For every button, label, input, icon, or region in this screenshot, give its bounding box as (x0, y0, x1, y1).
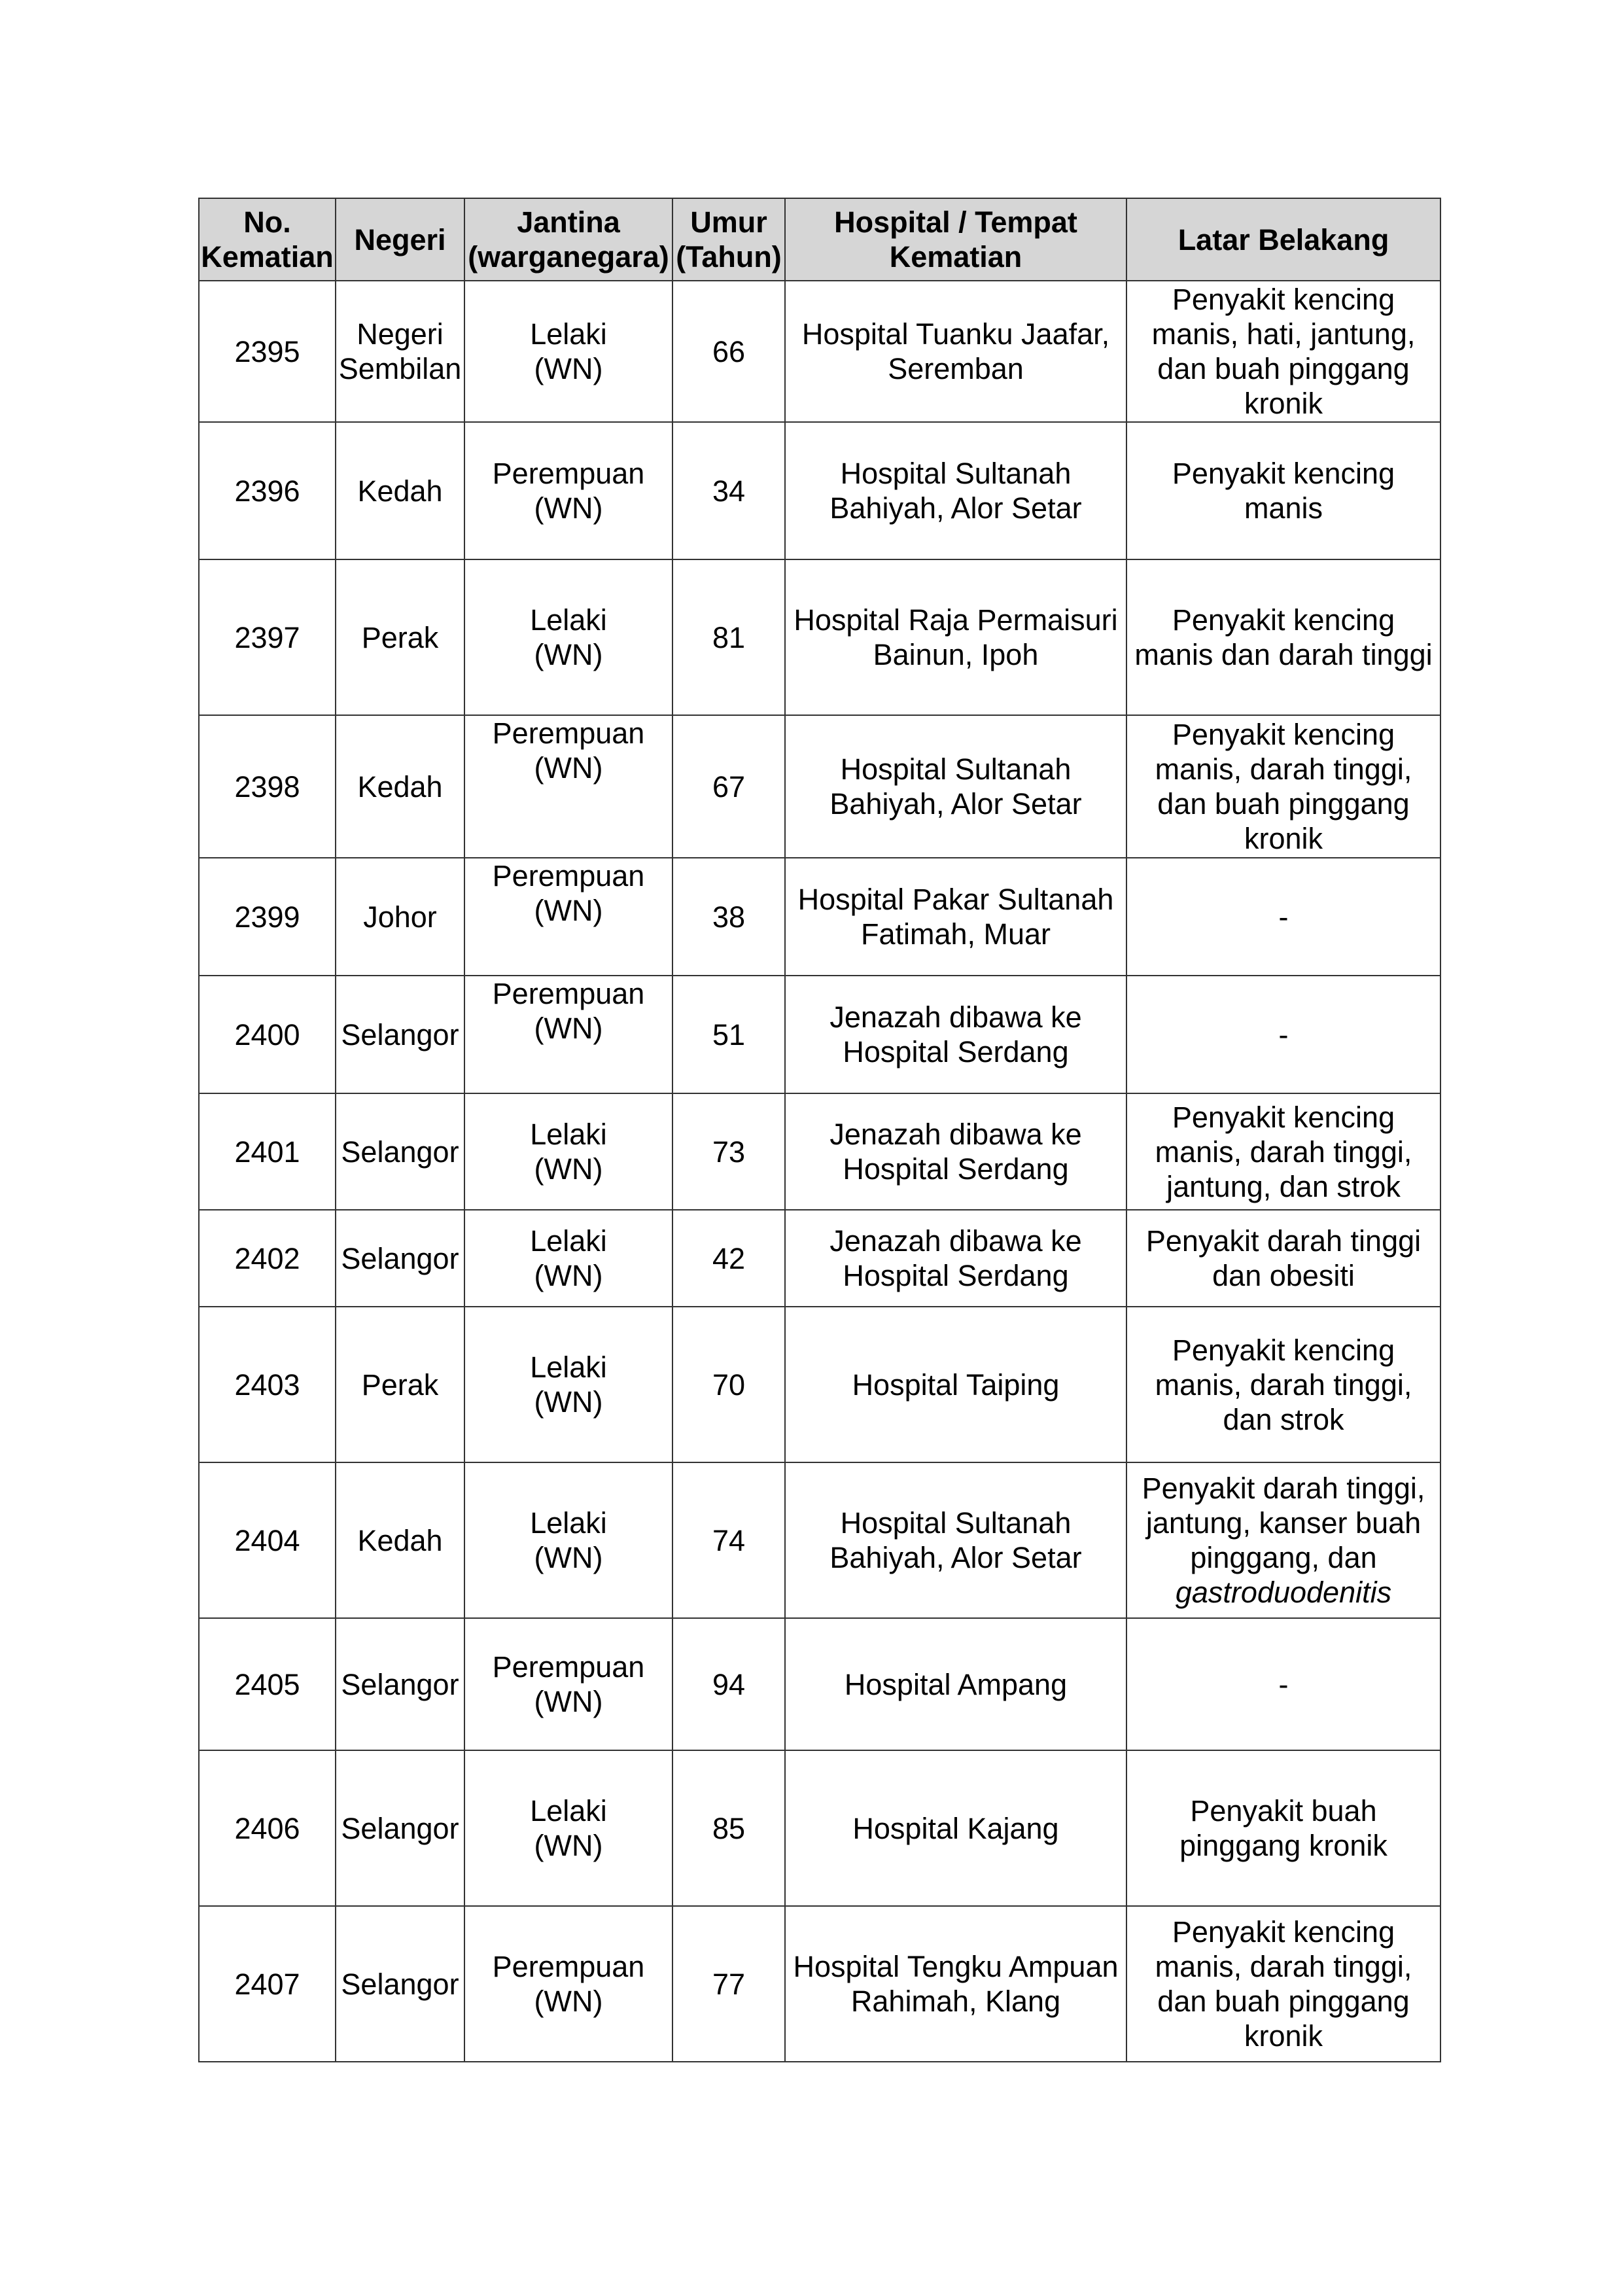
cell-jantina: Perempuan (WN) (464, 1618, 672, 1750)
cell-jantina: Perempuan (WN) (464, 715, 672, 858)
cell-hospital: Hospital Raja Permaisuri Bainun, Ipoh (785, 559, 1126, 715)
cell-latar: Penyakit darah tinggi dan obesiti (1126, 1210, 1440, 1307)
cell-jantina: Perempuan (WN) (464, 858, 672, 976)
cell-negeri: Kedah (336, 715, 464, 858)
cell-no: 2404 (199, 1462, 336, 1618)
cell-latar: Penyakit kencing manis (1126, 422, 1440, 559)
header-row (199, 198, 1440, 281)
cell-jantina: Lelaki (WN) (464, 1750, 672, 1906)
table-row (199, 858, 1440, 976)
cell-hospital: Hospital Sultanah Bahiyah, Alor Setar (785, 715, 1126, 858)
table-row (199, 976, 1440, 1093)
header-hospital: Hospital / Tempat Kematian (785, 198, 1126, 281)
cell-umur: 42 (672, 1210, 785, 1307)
cell-hospital: Hospital Tengku Ampuan Rahimah, Klang (785, 1906, 1126, 2062)
cell-no: 2395 (199, 281, 336, 422)
table-row (199, 1307, 1440, 1462)
cell-no: 2401 (199, 1093, 336, 1210)
cell-umur: 51 (672, 976, 785, 1093)
cell-no: 2397 (199, 559, 336, 715)
cell-negeri: Selangor (336, 976, 464, 1093)
cell-no: 2405 (199, 1618, 336, 1750)
cell-jantina: Perempuan (WN) (464, 1906, 672, 2062)
cell-negeri: Kedah (336, 422, 464, 559)
cell-negeri: Kedah (336, 1462, 464, 1618)
cell-negeri: Johor (336, 858, 464, 976)
cell-negeri: Perak (336, 559, 464, 715)
cell-no: 2402 (199, 1210, 336, 1307)
header-negeri: Negeri (336, 198, 464, 281)
cell-jantina: Lelaki (WN) (464, 281, 672, 422)
cell-jantina: Lelaki (WN) (464, 1462, 672, 1618)
cell-negeri: Perak (336, 1307, 464, 1462)
cell-negeri: Selangor (336, 1093, 464, 1210)
table-row (199, 281, 1440, 422)
italic-term: gastroduodenitis (1175, 1576, 1392, 1609)
cell-negeri: Selangor (336, 1906, 464, 2062)
cell-umur: 74 (672, 1462, 785, 1618)
header-jantina: Jantina (warganegara) (464, 198, 672, 281)
cell-latar: Penyakit kencing manis, darah tinggi, dan buah pinggang kronik (1126, 1906, 1440, 2062)
cell-hospital: Jenazah dibawa ke Hospital Serdang (785, 976, 1126, 1093)
cell-jantina: Lelaki (WN) (464, 1093, 672, 1210)
cell-umur: 94 (672, 1618, 785, 1750)
cell-negeri: Selangor (336, 1618, 464, 1750)
cell-latar: Penyakit darah tinggi, jantung, kanser buah pinggang, dan gastroduodenitis (1126, 1462, 1440, 1618)
cell-no: 2406 (199, 1750, 336, 1906)
cell-hospital: Hospital Kajang (785, 1750, 1126, 1906)
cell-hospital: Jenazah dibawa ke Hospital Serdang (785, 1093, 1126, 1210)
cell-umur: 81 (672, 559, 785, 715)
cell-latar: Penyakit kencing manis, darah tinggi, dan buah pinggang kronik (1126, 715, 1440, 858)
cell-umur: 38 (672, 858, 785, 976)
cell-latar: - (1126, 858, 1440, 976)
deaths-table (198, 198, 1441, 2062)
cell-hospital: Hospital Pakar Sultanah Fatimah, Muar (785, 858, 1126, 976)
cell-jantina: Lelaki (WN) (464, 1210, 672, 1307)
table-row (199, 715, 1440, 858)
table-row (199, 1906, 1440, 2062)
cell-umur: 34 (672, 422, 785, 559)
cell-umur: 77 (672, 1906, 785, 2062)
cell-hospital: Hospital Sultanah Bahiyah, Alor Setar (785, 422, 1126, 559)
cell-no: 2400 (199, 976, 336, 1093)
cell-no: 2403 (199, 1307, 336, 1462)
table-row (199, 559, 1440, 715)
cell-hospital: Hospital Sultanah Bahiyah, Alor Setar (785, 1462, 1126, 1618)
cell-hospital: Hospital Taiping (785, 1307, 1126, 1462)
cell-no: 2399 (199, 858, 336, 976)
cell-umur: 73 (672, 1093, 785, 1210)
cell-no: 2407 (199, 1906, 336, 2062)
cell-latar: Penyakit kencing manis dan darah tinggi (1126, 559, 1440, 715)
cell-umur: 67 (672, 715, 785, 858)
table-row (199, 1618, 1440, 1750)
cell-negeri: Negeri Sembilan (336, 281, 464, 422)
cell-latar: - (1126, 976, 1440, 1093)
cell-hospital: Jenazah dibawa ke Hospital Serdang (785, 1210, 1126, 1307)
header-umur: Umur (Tahun) (672, 198, 785, 281)
cell-jantina: Perempuan (WN) (464, 422, 672, 559)
cell-no: 2398 (199, 715, 336, 858)
cell-hospital: Hospital Tuanku Jaafar, Seremban (785, 281, 1126, 422)
cell-jantina: Perempuan (WN) (464, 976, 672, 1093)
cell-negeri: Selangor (336, 1210, 464, 1307)
table-row (199, 1210, 1440, 1307)
table-row (199, 422, 1440, 559)
cell-hospital: Hospital Ampang (785, 1618, 1126, 1750)
cell-no: 2396 (199, 422, 336, 559)
table-row (199, 1462, 1440, 1618)
cell-latar: Penyakit kencing manis, darah tinggi, dan strok (1126, 1307, 1440, 1462)
cell-jantina: Lelaki (WN) (464, 559, 672, 715)
cell-umur: 70 (672, 1307, 785, 1462)
cell-umur: 66 (672, 281, 785, 422)
header-no-kematian: No. Kematian (199, 198, 336, 281)
cell-latar: Penyakit buah pinggang kronik (1126, 1750, 1440, 1906)
cell-latar: - (1126, 1618, 1440, 1750)
header-latar-belakang: Latar Belakang (1126, 198, 1440, 281)
cell-jantina: Lelaki (WN) (464, 1307, 672, 1462)
cell-latar: Penyakit kencing manis, hati, jantung, dan buah pinggang kronik (1126, 281, 1440, 422)
cell-latar: Penyakit kencing manis, darah tinggi, jantung, dan strok (1126, 1093, 1440, 1210)
table-row (199, 1093, 1440, 1210)
table-row (199, 1750, 1440, 1906)
cell-umur: 85 (672, 1750, 785, 1906)
cell-negeri: Selangor (336, 1750, 464, 1906)
